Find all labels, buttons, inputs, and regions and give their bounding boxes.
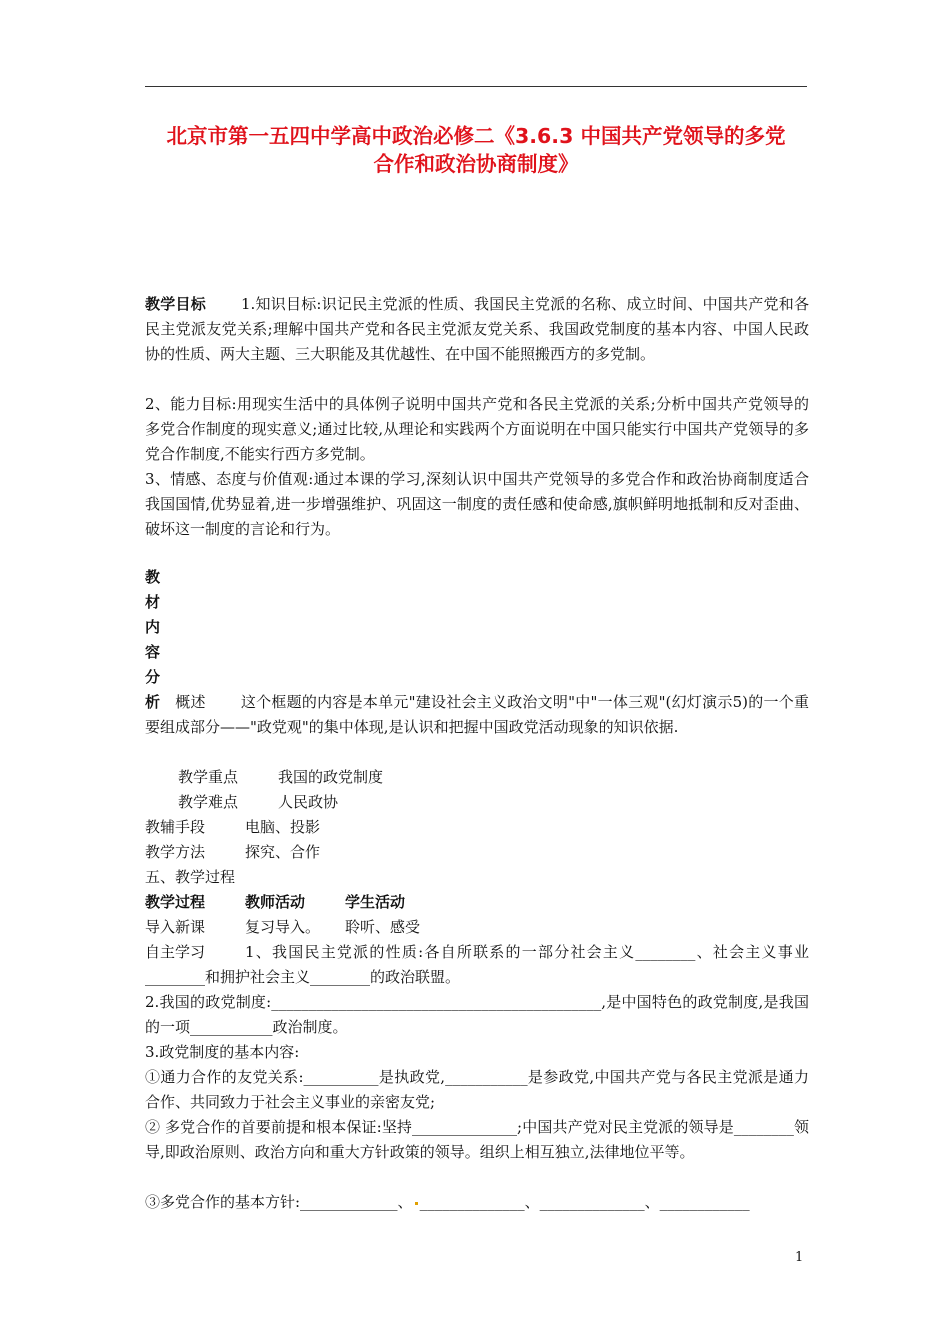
section-five-heading: 五、教学过程	[145, 868, 236, 886]
meta-method	[145, 840, 809, 865]
vertical-char: 内	[145, 618, 161, 636]
analysis-overview	[145, 690, 809, 740]
overview-text: 这个框题的内容是本单元"建设社会主义政治文明"中"一体三观"(幻灯演示5)的一个重要组成部分——"政党观"的集中体现,是认识和把握中国政党活动现象的知识依据.	[145, 693, 809, 736]
process-header	[145, 890, 809, 915]
difficulty-value: 人民政协	[278, 793, 339, 811]
q3c-prefix: ③多党合作的基本方针:_____________、	[145, 1193, 413, 1211]
process-intro-row	[145, 915, 809, 940]
process-col-2: 教师活动	[245, 893, 306, 911]
method-value: 探究、合作	[245, 843, 321, 861]
vertical-char: 容	[145, 643, 161, 661]
vertical-char: 教	[145, 568, 161, 586]
meta-key	[145, 765, 809, 790]
intro-teacher: 复习导入。	[245, 918, 321, 936]
meta-difficulty	[145, 790, 809, 815]
tools-label: 教辅手段	[145, 818, 206, 836]
dot-mark	[415, 1202, 418, 1205]
self-study-q3b: ② 多党合作的首要前提和根本保证:坚持______________;中国共产党对民主党派的领导是________领导,即政治原则、政治方向和重大方针政策的领导。组织上相互独立,法律地位平等。	[145, 1118, 809, 1161]
goals-knowledge	[145, 292, 809, 367]
tools-value: 电脑、投影	[245, 818, 321, 836]
header-rule	[145, 86, 807, 87]
vertical-char: 分	[145, 668, 161, 686]
document-title	[135, 122, 817, 178]
q1-text: 1、我国民主党派的性质:各自所联系的一部分社会主义________、社会主义事业________和拥护社会主义________的政治联盟。	[145, 943, 809, 986]
self-study-label: 自主学习	[145, 943, 206, 961]
overview-label: 概述	[175, 693, 206, 711]
vertical-char: 材	[145, 593, 161, 611]
goals-knowledge-text: 1.知识目标:识记民主党派的性质、我国民主党派的名称、成立时间、中国共产党和各民主党派友党关系;理解中国共产党和各民主党派友党关系、我国政党制度的基本内容、中国人民政协的性质、两大主题、三大职能及其优越性、在中国不能照搬西方的多党制。	[145, 295, 809, 363]
difficulty-label: 教学难点	[178, 793, 239, 811]
self-study-q2: 2.我国的政党制度:____________________________________________,是中国特色的政党制度,是我国的一项___________政治制度。	[145, 993, 809, 1036]
process-col-3: 学生活动	[345, 893, 406, 911]
self-study-q1	[145, 940, 809, 990]
key-label: 教学重点	[178, 768, 239, 786]
page-number: 1	[795, 1250, 804, 1265]
key-value: 我国的政党制度	[278, 768, 384, 786]
self-study-q3: 3.政党制度的基本内容:	[145, 1043, 300, 1061]
title-line-1: 北京市第一五四中学高中政治必修二《3.6.3 中国共产党领导的多党	[166, 124, 786, 148]
goals-ability: 2、能力目标:用现实生活中的具体例子说明中国共产党和各民主党派的关系;分析中国共产党领导的多党合作制度的现实意义;通过比较,从理论和实践两个方面说明在中国只能实行中国共产党领导的多党合作制度,不能实行西方多党制。	[145, 395, 809, 463]
self-study-q3a: ①通力合作的友党关系:__________是执政党,___________是参政党,中国共产党与各民主党派是通力合作、共同致力于社会主义事业的亲密友党;	[145, 1068, 809, 1111]
process-col-1: 教学过程	[145, 893, 206, 911]
q3c-suffix: ______________、______________、____________	[419, 1193, 750, 1211]
goals-emotion: 3、情感、态度与价值观:通过本课的学习,深刻认识中国共产党领导的多党合作和政治协商制度适合我国国情,优势显着,进一步增强维护、巩固这一制度的责任感和使命感,旗帜鲜明地抵制和反对歪曲、破坏这一制度的言论和行为。	[145, 470, 809, 538]
analysis-vertical-label	[145, 565, 165, 690]
meta-tools	[145, 815, 809, 840]
intro-label: 导入新课	[145, 918, 206, 936]
title-line-2: 合作和政治协商制度》	[373, 152, 579, 176]
goals-label: 教学目标	[145, 295, 206, 313]
self-study-q3c	[145, 1190, 809, 1215]
vertical-char-last: 析	[145, 693, 161, 711]
intro-student: 聆听、感受	[345, 918, 421, 936]
method-label: 教学方法	[145, 843, 206, 861]
